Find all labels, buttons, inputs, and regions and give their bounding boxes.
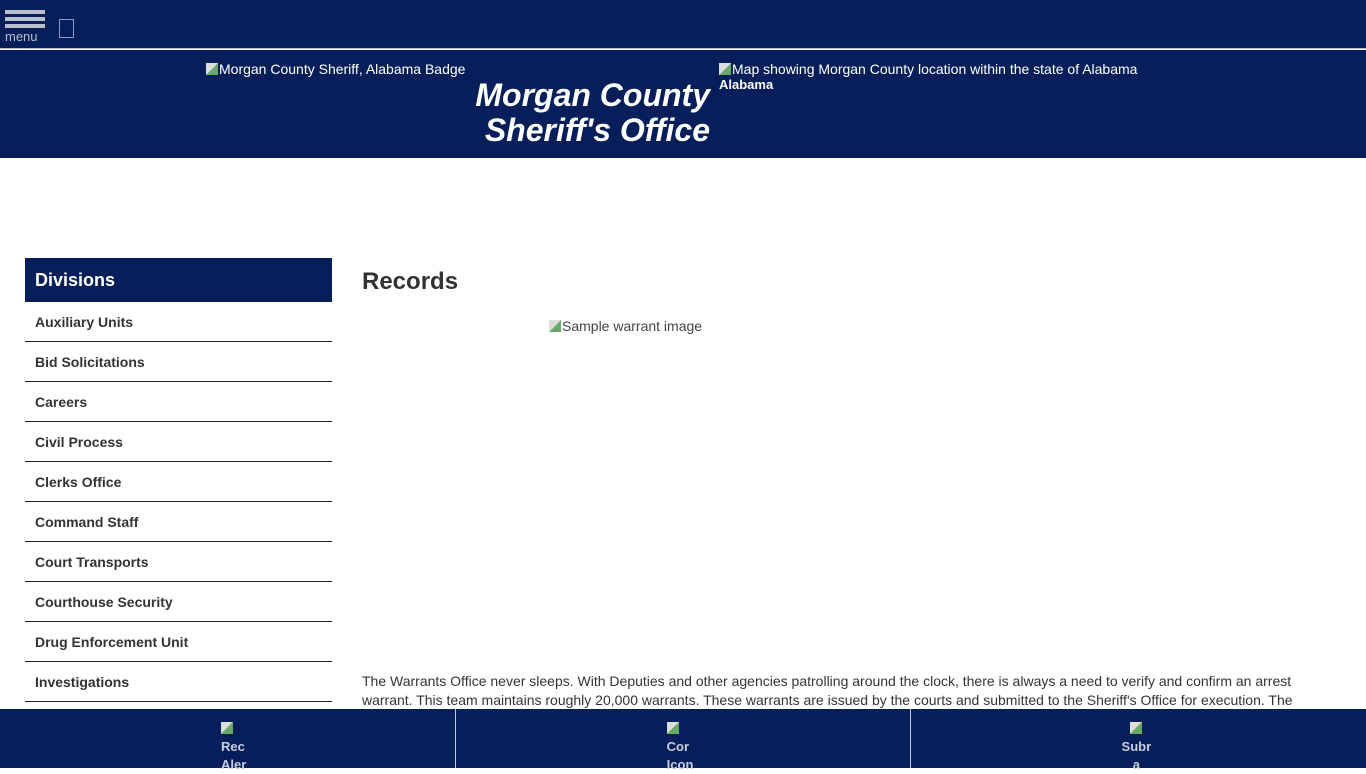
broken-image-icon bbox=[719, 63, 731, 75]
sidebar-item-civil-process[interactable]: Civil Process bbox=[25, 422, 332, 462]
warrants-paragraph: The Warrants Office never sleeps. With Deputies and other agencies patrolling around the clock, there is always a need to verify and confirm an arrest warrant. This team maintains roughly 20,000 warrants. These warrants are issued by the courts and submitted to the Sheriff's Office for execution. The bbox=[362, 673, 1293, 708]
hamburger-icon bbox=[5, 10, 45, 14]
hamburger-icon-bar bbox=[5, 24, 45, 28]
footer-label: a bbox=[1132, 757, 1140, 772]
sidebar-item-courthouse-security[interactable]: Courthouse Security bbox=[25, 582, 332, 622]
sidebar-item-investigations[interactable]: Investigations bbox=[25, 662, 332, 702]
sidebar-item-bid-solicitations[interactable]: Bid Solicitations bbox=[25, 342, 332, 382]
title-line-1: Morgan County bbox=[475, 77, 710, 113]
sidebar-item-clerks-office[interactable]: Clerks Office bbox=[25, 462, 332, 502]
footer-label: Aler bbox=[221, 757, 247, 772]
main-content bbox=[362, 268, 1342, 708]
sidebar-item-command-staff[interactable]: Command Staff bbox=[25, 502, 332, 542]
sidebar-item-auxiliary-units[interactable]: Auxiliary Units bbox=[25, 302, 332, 342]
menu-label: menu bbox=[5, 29, 38, 44]
sidebar-heading: Divisions bbox=[25, 258, 332, 302]
footer-item-contact[interactable] bbox=[455, 709, 911, 772]
map-image bbox=[719, 61, 1137, 93]
sidebar-item-drug-enforcement-unit[interactable]: Drug Enforcement Unit bbox=[25, 622, 332, 662]
site-title[interactable] bbox=[470, 78, 710, 148]
sidebar-item-court-transports[interactable]: Court Transports bbox=[25, 542, 332, 582]
footer-item-submit[interactable] bbox=[910, 709, 1366, 772]
warrant-image-alt: Sample warrant image bbox=[562, 318, 703, 334]
top-bar bbox=[0, 0, 1366, 49]
site-header bbox=[0, 50, 1366, 158]
hamburger-icon-bar bbox=[5, 17, 45, 21]
sidebar-item-careers[interactable]: Careers bbox=[25, 382, 332, 422]
badge-alt-text: Morgan County Sheriff, Alabama Badge bbox=[219, 61, 466, 77]
badge-image[interactable] bbox=[206, 61, 465, 77]
map-alt-text: Map showing Morgan County location within the state of Alabama bbox=[732, 61, 1138, 77]
footer-label: Rec bbox=[221, 739, 245, 754]
missing-glyph-icon[interactable] bbox=[59, 19, 74, 38]
divisions-sidebar bbox=[25, 258, 332, 702]
warrant-image bbox=[549, 318, 702, 334]
broken-image-icon bbox=[549, 320, 561, 332]
page-title: Records bbox=[362, 268, 459, 295]
footer-label: Icon bbox=[666, 757, 694, 772]
menu-button[interactable] bbox=[5, 10, 45, 43]
broken-image-icon bbox=[667, 722, 679, 734]
broken-image-icon bbox=[1130, 722, 1142, 734]
footer-label: Cor bbox=[666, 739, 690, 754]
map-caption: Alabama bbox=[719, 77, 774, 92]
broken-image-icon bbox=[221, 722, 233, 734]
broken-image-icon bbox=[206, 63, 218, 75]
title-line-2: Sheriff's Office bbox=[484, 112, 710, 148]
footer-item-alerts[interactable] bbox=[0, 709, 455, 772]
footer-bar bbox=[0, 709, 1366, 772]
footer-label: Subr bbox=[1121, 739, 1152, 754]
